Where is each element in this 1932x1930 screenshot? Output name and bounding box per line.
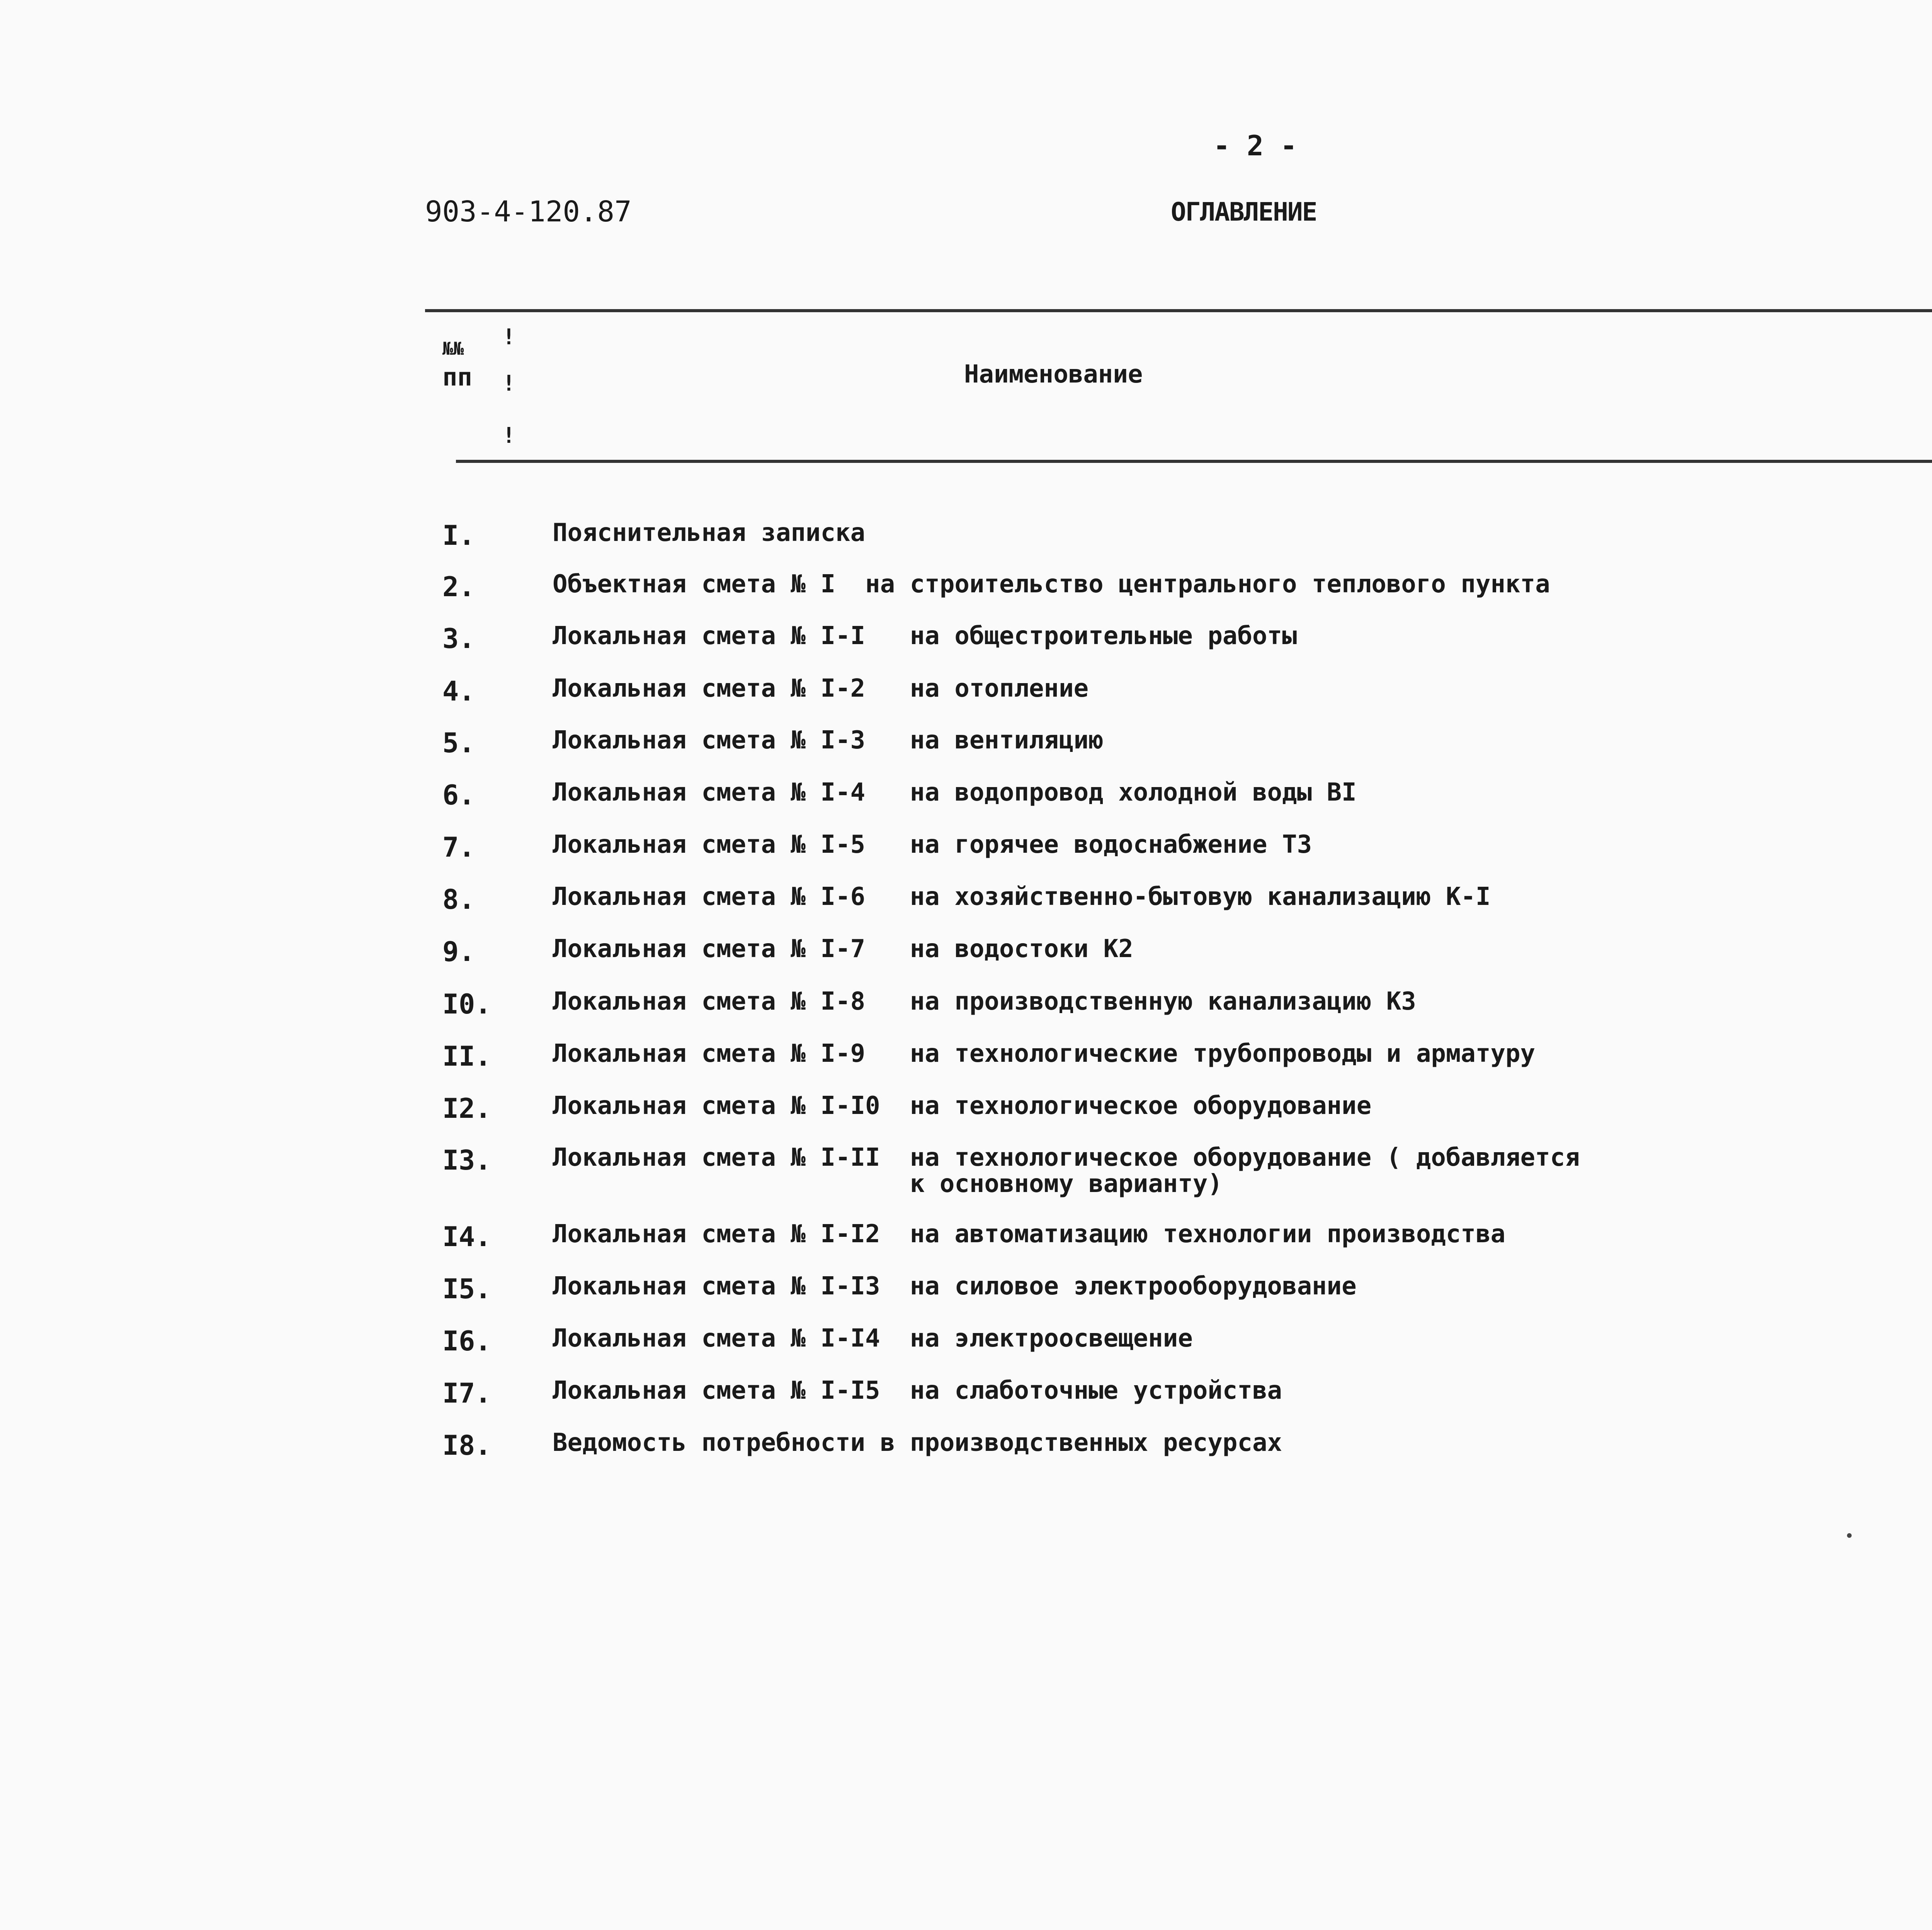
toc-row-number: 4. <box>442 675 475 707</box>
header-name: Наименование <box>964 360 1143 389</box>
toc-row-number: II. <box>442 1041 492 1072</box>
toc-row-number: I4. <box>442 1221 492 1253</box>
toc-row-number: I0. <box>442 988 492 1020</box>
header-separator: ! <box>502 325 515 350</box>
toc-row-label: Локальная смета № I-8 на производственную канализацию К3 <box>553 987 1416 1016</box>
header-pp: пп <box>442 363 473 392</box>
toc-row-number: 9. <box>442 936 475 968</box>
toc-row-label: Локальная смета № I-6 на хозяйственно-бытовую канализацию К-I <box>553 883 1491 911</box>
toc-row-number: 7. <box>442 832 475 863</box>
toc-row-label: Локальная смета № I-I3 на силовое электрооборудование <box>553 1272 1357 1301</box>
toc-row-number: I5. <box>442 1273 492 1305</box>
toc-row-number: 8. <box>442 884 475 915</box>
top-rule <box>425 309 1932 312</box>
toc-row-label: Пояснительная записка <box>553 519 866 547</box>
toc-row-label: Локальная смета № I-3 на вентиляцию <box>553 726 1104 755</box>
document-number: 903-4-120.87 <box>425 195 632 228</box>
toc-row-label: Локальная смета № I-5 на горячее водоснабжение Т3 <box>553 830 1312 859</box>
toc-row-label: Локальная смета № I-4 на водопровод холодной воды BI <box>553 778 1357 807</box>
toc-row-label: Ведомость потребности в производственных ресурсах <box>553 1428 1282 1457</box>
toc-row-label: Локальная смета № I-I5 на слаботочные устройства <box>553 1376 1282 1405</box>
page-number: - 2 - <box>1213 129 1297 162</box>
toc-row-label: Локальная смета № I-I на общестроительные работы <box>553 622 1297 650</box>
toc-row-number: 2. <box>442 571 475 603</box>
speck <box>1847 1533 1852 1538</box>
toc-row-label: Локальная смета № I-I4 на электроосвещение <box>553 1324 1193 1353</box>
toc-row-number: 6. <box>442 779 475 811</box>
toc-row-label: Локальная смета № I-I2 на автоматизацию технологии производства <box>553 1220 1505 1248</box>
header-nn-left: №№ <box>442 338 464 359</box>
toc-row-label: Локальная смета № I-9 на технологические трубопроводы и арматуру <box>553 1039 1536 1068</box>
toc-row-number: I7. <box>442 1377 492 1409</box>
toc-row-number: I8. <box>442 1430 492 1461</box>
header-separator: ! <box>502 423 515 448</box>
toc-row-number: I. <box>442 520 475 551</box>
toc-row-number: 5. <box>442 727 475 759</box>
header-separator: ! <box>502 371 515 396</box>
toc-row-number: I2. <box>442 1093 492 1124</box>
page-title: ОГЛАВЛЕНИЕ <box>1171 197 1317 227</box>
toc-row-number: I3. <box>442 1144 492 1176</box>
toc-row-label: Локальная смета № I-I0 на технологическое оборудование <box>553 1092 1372 1120</box>
toc-row-label: Локальная смета № I-2 на отопление <box>553 674 1089 703</box>
toc-row-label: Объектная смета № I на строительство центрального теплового пункта <box>553 570 1550 599</box>
toc-row-label: Локальная смета № I-7 на водостоки К2 <box>553 935 1133 963</box>
toc-row-number: 3. <box>442 623 475 655</box>
header-bottom-rule <box>456 460 1932 463</box>
toc-row-number: I6. <box>442 1325 492 1357</box>
toc-row-label: Локальная смета № I-II на технологическое оборудование ( добавляется к основному варианту) <box>553 1143 1580 1198</box>
